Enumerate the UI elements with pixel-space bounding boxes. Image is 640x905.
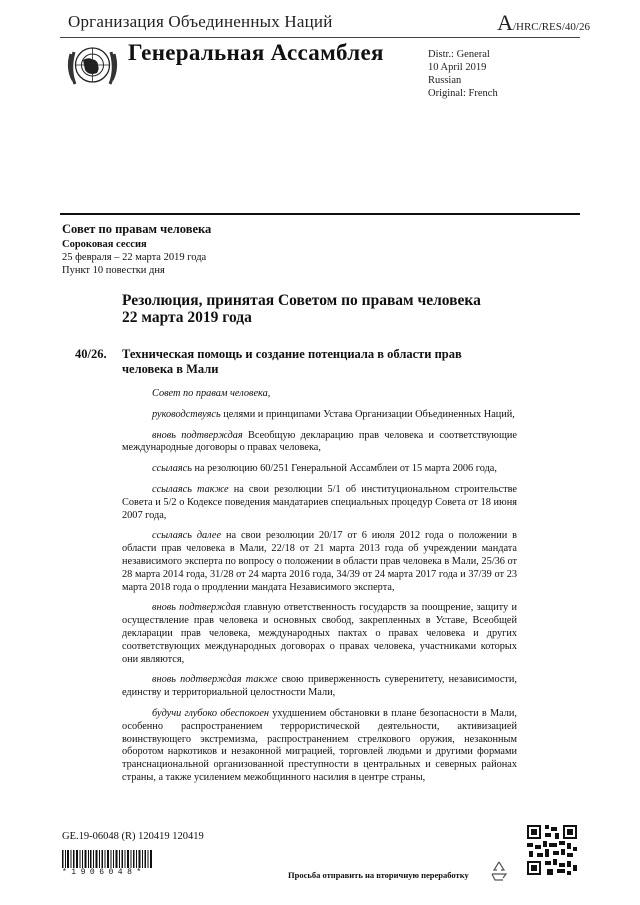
un-emblem-icon <box>65 40 120 92</box>
symbol-prefix: A <box>497 10 513 35</box>
paragraph-lead: Совет по правам человека, <box>152 388 271 399</box>
paragraph-lead: ссылаясь далее <box>152 530 222 542</box>
document-symbol <box>497 10 590 36</box>
paragraph-lead: вновь подтверждая <box>152 602 241 614</box>
paragraph-text: на свои резолюции 5/1 об институциональном строительстве Совета и 5/2 о Кодексе поведения мандатариев специальных процедур Совета от 18 июня 2007 года, <box>122 483 517 521</box>
section-divider <box>60 213 580 215</box>
paragraph-text: главную ответственность государств за поощрение, защиту и осуществление прав человека и основных свобод, закрепленных в Уставе, Всеобщей декларации прав человека, международных пактах о правах человека и других соответствующих международных договорах о правах человека, участниками которых они являются, <box>122 602 517 665</box>
distribution-language: Russian <box>428 75 462 86</box>
resolution-subtitle <box>122 347 522 377</box>
preamble-paragraph <box>122 409 517 422</box>
preamble-paragraph <box>122 430 517 456</box>
header-divider <box>60 37 580 38</box>
resolution-number: 40/26. <box>75 347 107 361</box>
preamble-paragraph <box>122 484 517 522</box>
paragraph-lead: руководствуясь <box>152 408 221 420</box>
paragraph-text: свою приверженность суверенитету, независимости, единству и территориальной целостности Мали, <box>122 674 517 699</box>
symbol-rest: /HRC/RES/40/26 <box>512 21 590 33</box>
barcode-number: *1906048* <box>62 868 146 877</box>
resolution-title-line: 22 марта 2019 года <box>122 309 252 326</box>
council-name: Совет по правам человека <box>62 222 212 236</box>
paragraph-lead: вновь подтверждая также <box>152 674 278 686</box>
resolution-title <box>122 292 481 326</box>
paragraph-text: на резолюцию 60/251 Генеральной Ассамблеи от 15 марта 2006 года, <box>191 463 497 475</box>
paragraph-text: ухудшением обстановки в плане безопасности в Мали, особенно распространением террористической деятельности, активизацией воинствующего экстремизма, распространением стрелкового оружия, незаконным оборотом наркотиков и незаконной миграцией, торговлей людьми и другими формами транснациональной организованной преступности в центральных и северных районах страны, а также усилением межобщинного насилия в центре страны, <box>122 707 517 783</box>
preamble-paragraph <box>122 388 517 401</box>
resolution-subtitle-line: Техническая помощь и создание потенциала в области прав <box>122 347 462 361</box>
preamble-paragraph <box>122 463 517 476</box>
distribution-type: Distr.: General <box>428 49 490 60</box>
distribution-block <box>428 48 498 100</box>
preamble-paragraph <box>122 530 517 594</box>
job-number: GE.19-06048 (R) 120419 120419 <box>62 831 204 842</box>
paragraph-text: Всеобщую декларацию прав человека и соответствующие международные договоры о правах человека, <box>122 429 518 454</box>
resolution-title-line: Резолюция, принятая Советом по правам человека <box>122 292 481 309</box>
barcode-icon <box>62 850 152 868</box>
assembly-title: Генеральная Ассамблея <box>128 40 384 65</box>
session-dates: 25 февраля – 22 марта 2019 года <box>62 252 207 263</box>
distribution-original: Original: French <box>428 88 498 99</box>
recycle-icon <box>489 860 509 882</box>
agenda-item: Пункт 10 повестки дня <box>62 265 165 276</box>
preamble-paragraph <box>122 602 517 666</box>
preamble-body <box>122 388 517 793</box>
paragraph-text: на свои резолюции 20/17 от 6 июля 2012 года о положении в области прав человека в Мали, 22/18 от 21 марта 2013 года об учреждении мандата независимого эксперта по вопросу о положении в области прав человека в Мали, 25/36 от 28 марта 2014 года, 31/28 от 24 марта 2016 года, 34/39 от 24 марта 2017 года и 37/39 от 23 марта 2018 года о продлении мандата Независимого эксперта, <box>122 530 517 593</box>
paragraph-lead: вновь подтверждая <box>152 429 243 441</box>
recycle-note: Просьба отправить на вторичную переработку <box>288 870 469 880</box>
organization-name: Организация Объединенных Наций <box>68 12 333 31</box>
qr-code-icon <box>527 825 577 875</box>
distribution-date: 10 April 2019 <box>428 62 487 73</box>
resolution-subtitle-line: человека в Мали <box>122 362 219 376</box>
session-name: Сороковая сессия <box>62 239 147 250</box>
paragraph-lead: будучи глубоко обеспокоен <box>152 707 269 719</box>
paragraph-lead: ссылаясь <box>152 463 192 475</box>
preamble-paragraph <box>122 674 517 700</box>
paragraph-text: целями и принципами Устава Организации Объединенных Наций, <box>220 408 515 420</box>
preamble-paragraph <box>122 708 517 785</box>
paragraph-lead: ссылаясь также <box>152 483 229 495</box>
